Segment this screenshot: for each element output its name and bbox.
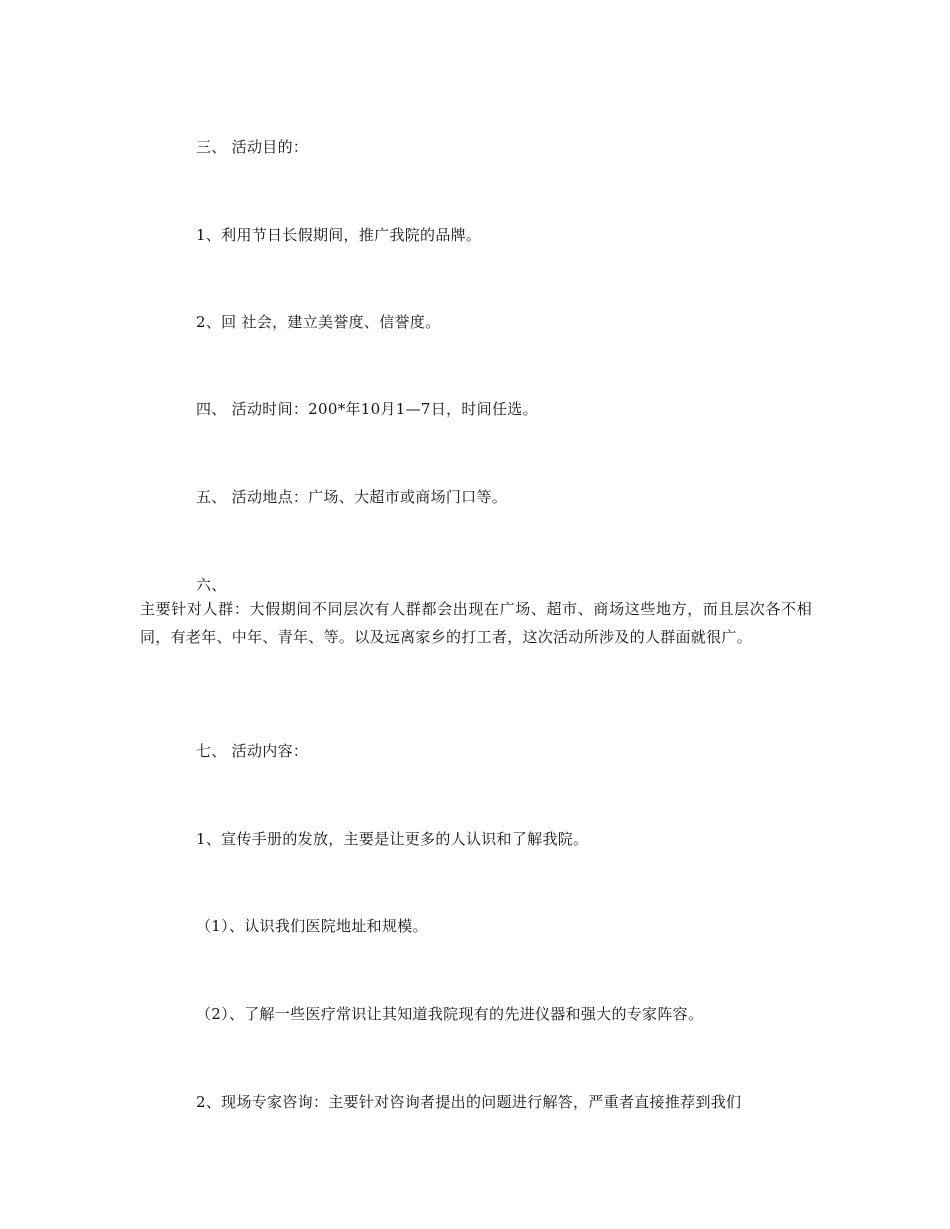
content-item-1-sub-2: （2）、了解一些医疗常识让其知道我院现有的先进仪器和强大的专家阵容。 [196, 1005, 704, 1023]
purpose-item-2: 2、回 社会，建立美誉度、信誉度。 [196, 313, 441, 331]
section-4-time: 四、 活动时间：200*年10月1—7日，时间任选。 [196, 400, 538, 418]
section-6-body: 主要针对人群：大假期间不同层次有人群都会出现在广场、超市、商场这些地方，而且层次各不相同，有老年、中年、青年、等。以及远离家乡的打工者，这次活动所涉及的人群面就很广。 [140, 600, 812, 646]
purpose-item-1: 1、利用节日长假期间，推广我院的品牌。 [196, 226, 482, 244]
content-item-1-sub-1: （1）、认识我们医院地址和规模。 [196, 917, 428, 935]
section-3-heading: 三、 活动目的： [196, 138, 309, 156]
content-item-2: 2、现场专家咨询：主要针对咨询者提出的问题进行解答，严重者直接推荐到我们 [196, 1093, 742, 1111]
content-item-1: 1、宣传手册的发放，主要是让更多的人认识和了解我院。 [196, 830, 589, 848]
section-7-heading: 七、 活动内容： [196, 742, 309, 760]
section-5-place: 五、 活动地点：广场、大超市或商场门口等。 [196, 488, 508, 506]
section-6-number: 六、 [196, 576, 227, 594]
